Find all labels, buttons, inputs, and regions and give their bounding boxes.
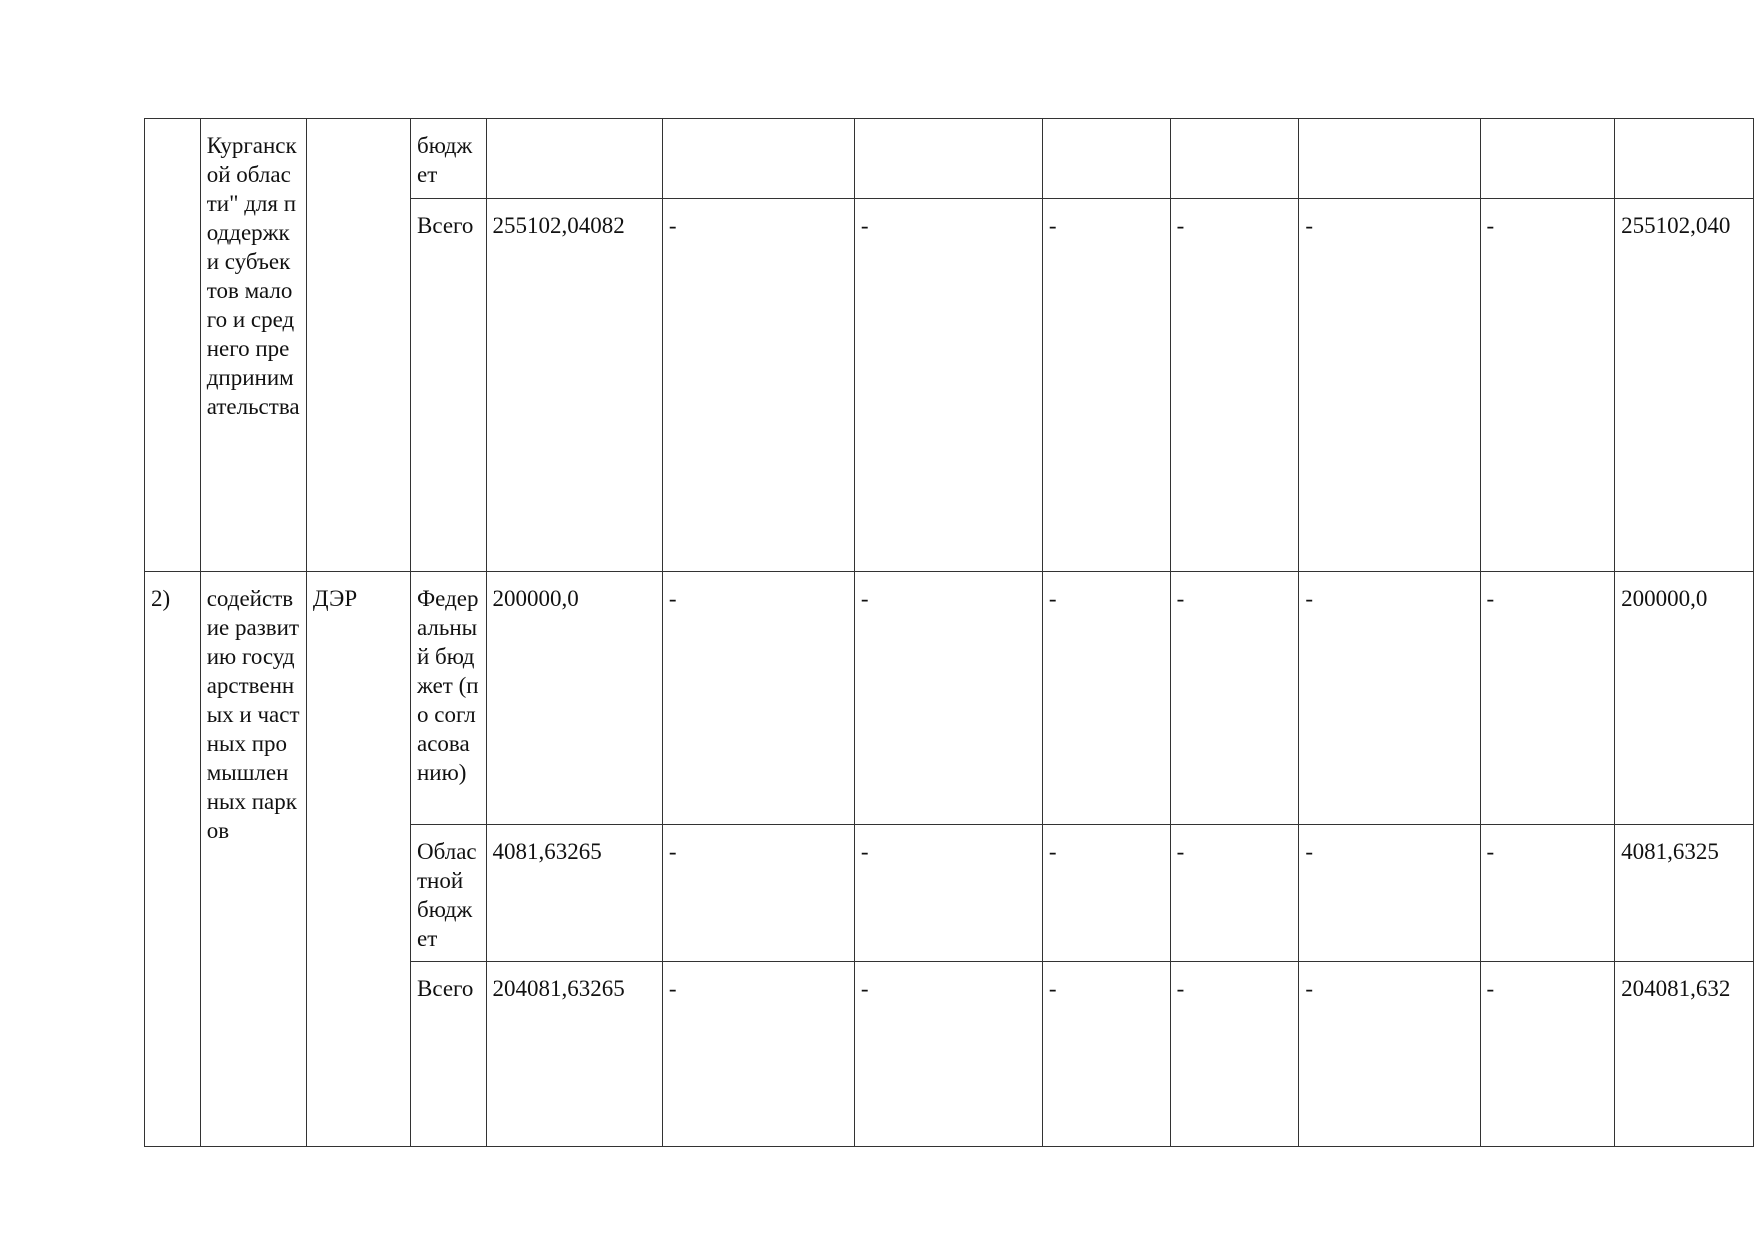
measure-name-cell: Курганской области" для поддержки субъектов малого и среднего предпринимательства [200,119,306,572]
value-cell-year [1042,119,1170,199]
value-cell-year [1299,119,1480,199]
value-cell-year: - [1299,825,1480,962]
value-cell-total: 204081,63265 [486,962,662,1147]
value-cell-year: - [662,199,854,572]
value-cell-year [854,119,1042,199]
value-cell-year: - [1299,572,1480,825]
value-cell-final: 204081,632 [1615,962,1754,1147]
value-cell-year: - [1480,962,1615,1147]
value-cell-year: - [1170,572,1299,825]
funding-source-cell: Всего [411,962,487,1147]
value-cell-year: - [1299,962,1480,1147]
executor-cell [306,119,410,572]
value-cell-year: - [1042,199,1170,572]
measure-name-cell: содействие развитию государственных и частных промышленных парков [200,572,306,1147]
value-cell-year [662,119,854,199]
value-cell-year: - [662,572,854,825]
value-cell-year: - [854,572,1042,825]
executor-cell: ДЭР [306,572,410,1147]
value-cell-year: - [1042,825,1170,962]
value-cell-year: - [854,962,1042,1147]
value-cell-total: 4081,63265 [486,825,662,962]
table-row [145,119,1754,199]
row-number-cell [145,119,201,572]
value-cell-year [1170,119,1299,199]
value-cell-year: - [854,199,1042,572]
value-cell-year: - [1299,199,1480,572]
value-cell-year: - [662,825,854,962]
value-cell-total: 255102,04082 [486,199,662,572]
value-cell-year [1480,119,1615,199]
budget-table [144,118,1754,1147]
value-cell-final: 4081,6325 [1615,825,1754,962]
funding-source-cell: Всего [411,199,487,572]
value-cell-final [1615,119,1754,199]
value-cell-year: - [1042,962,1170,1147]
value-cell-year: - [854,825,1042,962]
value-cell-year: - [1170,962,1299,1147]
value-cell-final: 200000,0 [1615,572,1754,825]
row-number-cell: 2) [145,572,201,1147]
funding-source-cell: Федеральный бюджет (по согласованию) [411,572,487,825]
value-cell-year: - [1480,825,1615,962]
value-cell-year: - [1042,572,1170,825]
value-cell-year: - [1170,825,1299,962]
value-cell-year: - [1170,199,1299,572]
value-cell-total: 200000,0 [486,572,662,825]
value-cell-year: - [1480,572,1615,825]
funding-source-cell: Областной бюджет [411,825,487,962]
table-row [145,572,1754,825]
value-cell-year: - [1480,199,1615,572]
value-cell-final: 255102,040 [1615,199,1754,572]
value-cell-year: - [662,962,854,1147]
value-cell-total [486,119,662,199]
funding-source-cell: бюджет [411,119,487,199]
